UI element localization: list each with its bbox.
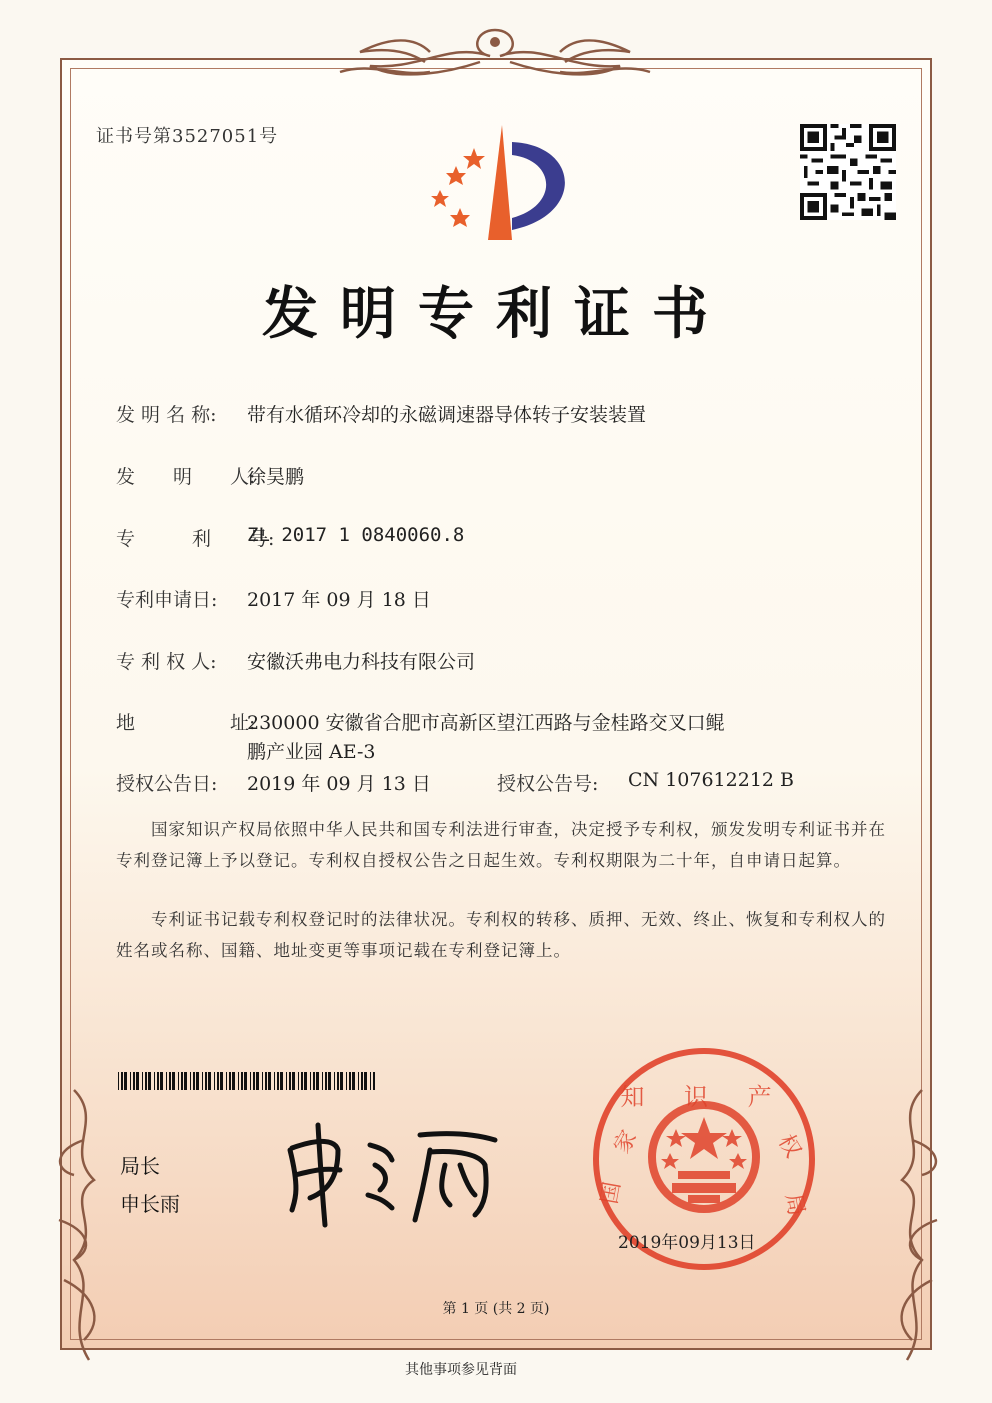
director-name: 申长雨 [120,1192,180,1216]
inventor-label: 发 明 人: [116,466,256,488]
cnipa-logo-icon [420,120,580,245]
application-date-label: 专利申请日: [116,589,218,611]
certificate-number: 证书号第3527051号 [96,126,279,147]
qr-code-icon [800,124,896,220]
invention-name-label: 发 明 名 称: [116,404,217,426]
legal-paragraph-1: 国家知识产权局依照中华人民共和国专利法进行审查，决定授予专利权，颁发发明专利证书并在专利登记簿上予以登记。专利权自授权公告之日起生效。专利权期限为二十年，自申请日起算。 [116,820,886,870]
svg-text:权: 权 [772,1130,806,1163]
barcode-icon [118,1072,376,1090]
page-indicator: 第 1 页 (共 2 页) [442,1301,550,1317]
patent-number-value: ZL 2017 1 0840060.8 [247,524,465,546]
patent-number-label: 专 利 号: [116,528,275,550]
patentee-value: 安徽沃弗电力科技有限公司 [247,651,476,673]
director-signature [280,1120,510,1230]
svg-text:家: 家 [609,1126,643,1158]
inventor-value: 徐昊鹏 [247,466,305,488]
grant-date-label: 授权公告日: [116,773,218,795]
patentee-label: 专 利 权 人: [116,651,217,673]
director-title: 局长 [120,1154,160,1178]
seal-date: 2019年09月13日 [618,1233,756,1253]
certificate-title: 发明专利证书 [262,282,730,347]
address-label: 地 址: [116,712,256,734]
svg-text:国: 国 [597,1180,626,1207]
grant-date-value: 2019 年 09 月 13 日 [247,773,431,795]
bottom-right-ornament-icon [872,1080,952,1380]
application-date-value: 2017 年 09 月 18 日 [247,589,431,611]
back-side-note: 其他事项参见背面 [405,1362,517,1378]
address-value-line2: 鹏产业园 AE-3 [247,741,376,763]
bottom-left-ornament-icon [44,1080,124,1380]
grant-number-label: 授权公告号: [497,773,599,795]
address-value: 230000 安徽省合肥市高新区望江西路与金桂路交叉口鲲 [247,712,725,734]
svg-text:局: 局 [780,1191,809,1218]
svg-text:知 识 产: 知 识 产 [620,1083,788,1111]
grant-number-value: CN 107612212 B [628,769,794,791]
invention-name-value: 带有水循环冷却的永磁调速器导体转子安装装置 [247,404,647,426]
legal-paragraph-2: 专利证书记载专利权登记时的法律状况。专利权的转移、质押、无效、终止、恢复和专利权人的姓名或名称、国籍、地址变更等事项记载在专利登记簿上。 [116,910,886,960]
top-ornament-icon [330,22,660,92]
